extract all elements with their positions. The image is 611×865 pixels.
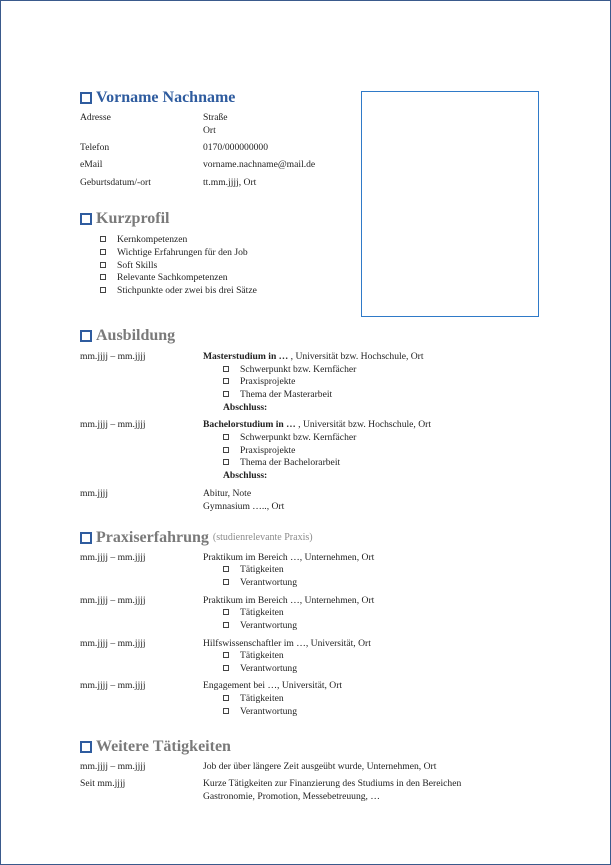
entry-result: Abschluss: bbox=[223, 402, 268, 413]
praxis-subtitle: (studienrelevante Praxis) bbox=[212, 532, 313, 543]
list-item: Schwerpunkt bzw. Kernfächer bbox=[223, 364, 356, 376]
list-item: Praxisprojekte bbox=[223, 445, 295, 457]
list-item: Verantwortung bbox=[223, 706, 297, 718]
entry-title: Engagement bei …, Universität, Ort bbox=[203, 680, 343, 691]
kurzprofil-title: Kurzprofil bbox=[96, 210, 170, 227]
list-item: Praxisprojekte bbox=[223, 376, 295, 388]
name-heading bbox=[80, 89, 235, 107]
entry-date: mm.jjjj – mm.jjjj bbox=[80, 419, 146, 430]
list-item: Tätigkeiten bbox=[223, 650, 284, 662]
square-bullet-icon bbox=[223, 695, 229, 701]
square-bullet-icon bbox=[100, 236, 106, 242]
entry-subtitle: Gymnasium ….., Ort bbox=[203, 501, 285, 512]
birth-label: Geburtsdatum/-ort bbox=[80, 177, 151, 188]
square-bullet-icon bbox=[223, 652, 229, 658]
email-label: eMail bbox=[80, 159, 103, 170]
entry-date: mm.jjjj – mm.jjjj bbox=[80, 761, 146, 772]
praxis-heading bbox=[80, 529, 313, 547]
checkbox-bullet-icon bbox=[80, 741, 92, 753]
entry-date: mm.jjjj bbox=[80, 488, 108, 499]
weitere-title: Weitere Tätigkeiten bbox=[96, 738, 231, 755]
weitere-heading bbox=[80, 738, 231, 756]
square-bullet-icon bbox=[223, 366, 229, 372]
list-item: Relevante Sachkompetenzen bbox=[100, 272, 228, 284]
list-item: Verantwortung bbox=[223, 663, 297, 675]
entry-title: Abitur, Note bbox=[203, 488, 252, 499]
address-label: Adresse bbox=[80, 112, 111, 123]
square-bullet-icon bbox=[223, 434, 229, 440]
square-bullet-icon bbox=[223, 609, 229, 615]
praxis-title: Praxiserfahrung bbox=[96, 529, 209, 546]
ausbildung-heading bbox=[80, 327, 175, 345]
entry-title: Hilfswissenschaftler im …, Universität, Ort bbox=[203, 638, 371, 649]
street-value: Straße bbox=[203, 112, 228, 123]
square-bullet-icon bbox=[223, 459, 229, 465]
entry-title: Job der über längere Zeit ausgeübt wurde, Unternehmen, Ort bbox=[203, 761, 437, 772]
list-item: Kernkompetenzen bbox=[100, 234, 187, 246]
checkbox-bullet-icon bbox=[80, 532, 92, 544]
entry-title: Praktikum im Bereich …, Unternehmen, Ort bbox=[203, 552, 375, 563]
entry-date: Seit mm.jjjj bbox=[80, 778, 126, 789]
kurzprofil-heading bbox=[80, 210, 169, 228]
phone-label: Telefon bbox=[80, 142, 110, 153]
city-value: Ort bbox=[203, 125, 216, 136]
checkbox-bullet-icon bbox=[80, 213, 92, 225]
list-item: Verantwortung bbox=[223, 577, 297, 589]
phone-value: 0170/000000000 bbox=[203, 142, 269, 153]
photo-placeholder bbox=[361, 91, 539, 317]
list-item: Tätigkeiten bbox=[223, 607, 284, 619]
square-bullet-icon bbox=[100, 287, 106, 293]
square-bullet-icon bbox=[223, 622, 229, 628]
square-bullet-icon bbox=[223, 708, 229, 714]
entry-date: mm.jjjj – mm.jjjj bbox=[80, 552, 146, 563]
entry-result: Abschluss: bbox=[223, 470, 268, 481]
square-bullet-icon bbox=[223, 391, 229, 397]
entry-title: Praktikum im Bereich …, Unternehmen, Ort bbox=[203, 595, 375, 606]
square-bullet-icon bbox=[223, 447, 229, 453]
list-item: Verantwortung bbox=[223, 620, 297, 632]
list-item: Schwerpunkt bzw. Kernfächer bbox=[223, 432, 356, 444]
entry-date: mm.jjjj – mm.jjjj bbox=[80, 680, 146, 691]
entry-subtitle: Gastronomie, Promotion, Messebetreuung, … bbox=[203, 791, 380, 802]
square-bullet-icon bbox=[100, 249, 106, 255]
square-bullet-icon bbox=[100, 274, 106, 280]
entry-date: mm.jjjj – mm.jjjj bbox=[80, 595, 146, 606]
list-item: Soft Skills bbox=[100, 260, 157, 272]
checkbox-bullet-icon bbox=[80, 330, 92, 342]
entry-title: Bachelorstudium in … , Universität bzw. Hochschule, Ort bbox=[203, 419, 432, 430]
name-text: Vorname Nachname bbox=[96, 89, 236, 106]
entry-title: Kurze Tätigkeiten zur Finanzierung des Studiums in den Bereichen bbox=[203, 778, 462, 789]
list-item: Wichtige Erfahrungen für den Job bbox=[100, 247, 248, 259]
square-bullet-icon bbox=[223, 665, 229, 671]
list-item: Stichpunkte oder zwei bis drei Sätze bbox=[100, 285, 257, 297]
square-bullet-icon bbox=[223, 566, 229, 572]
list-item: Thema der Masterarbeit bbox=[223, 389, 332, 401]
entry-title: Masterstudium in … , Universität bzw. Hochschule, Ort bbox=[203, 351, 424, 362]
square-bullet-icon bbox=[100, 262, 106, 268]
list-item: Tätigkeiten bbox=[223, 693, 284, 705]
entry-date: mm.jjjj – mm.jjjj bbox=[80, 351, 146, 362]
list-item: Thema der Bachelorarbeit bbox=[223, 457, 340, 469]
birth-value: tt.mm.jjjj, Ort bbox=[203, 177, 257, 188]
email-value: vorname.nachname@mail.de bbox=[203, 159, 316, 170]
ausbildung-title: Ausbildung bbox=[96, 327, 176, 344]
entry-date: mm.jjjj – mm.jjjj bbox=[80, 638, 146, 649]
list-item: Tätigkeiten bbox=[223, 564, 284, 576]
checkbox-bullet-icon bbox=[80, 92, 92, 104]
square-bullet-icon bbox=[223, 378, 229, 384]
square-bullet-icon bbox=[223, 579, 229, 585]
